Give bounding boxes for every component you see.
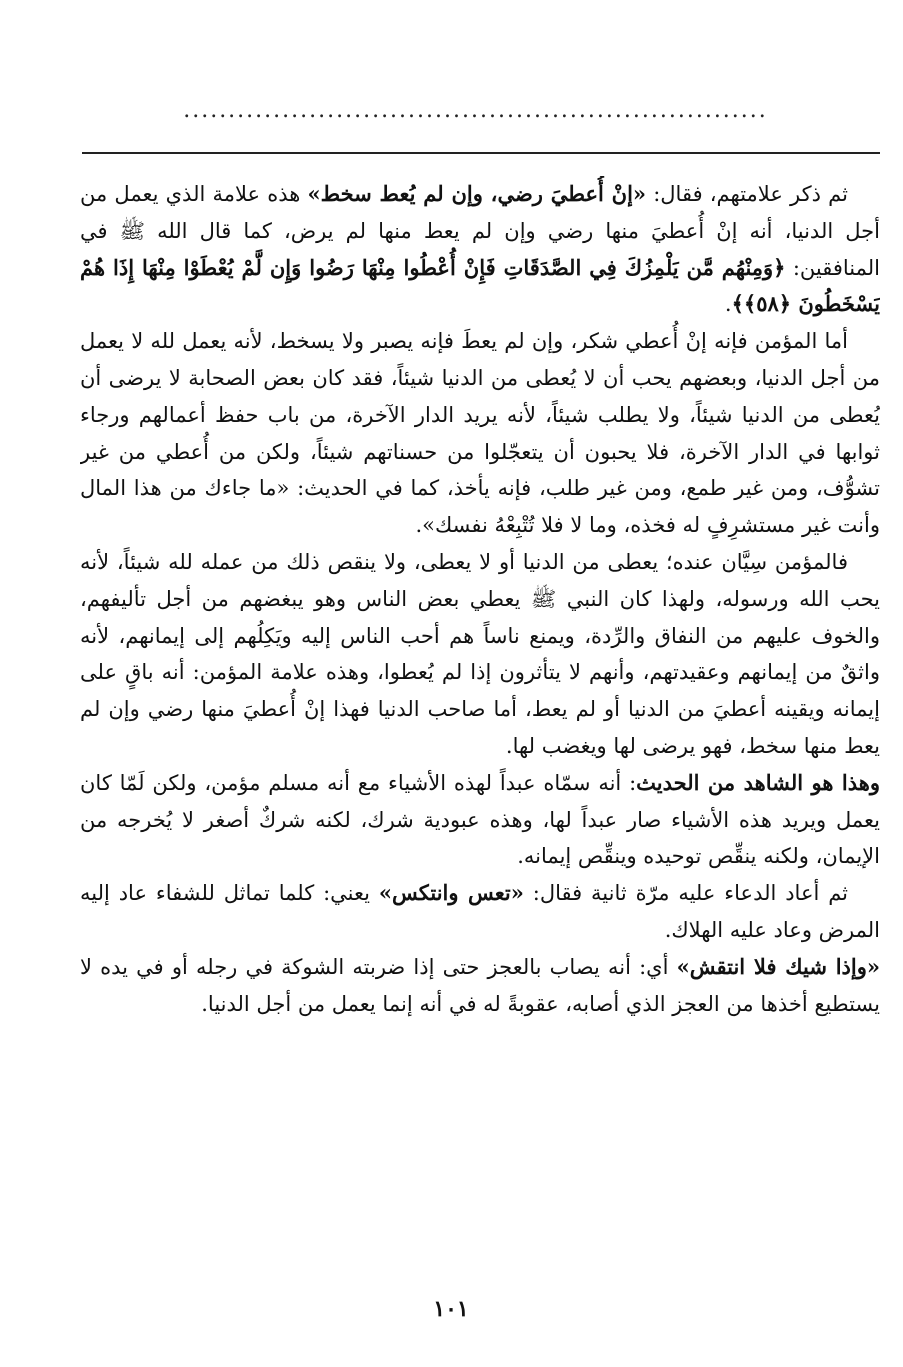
paragraph-3: فالمؤمن سِيَّان عنده؛ يعطى من الدنيا أو لا يعطى، ولا ينقص ذلك من عمله لله شيئاً، لأنه يحب الله ورسوله، ولهذا كان النبي ﷺ يعطي بعض الناس وهو يبغضهم من أجل تأليفهم، والخوف عليهم من النفاق والرِّدة، ويمنع ناساً هم أحب الناس إليه ويَكِلُهم إلى إيمانهم، لأنه واثقٌ من إيمانهم وعقيدتهم، وأنهم لا يتأثرون إذا لم يُعطوا، وهذه علامة المؤمن: أنه باقٍ على إيمانه ويقينه أعطيَ من الدنيا أو لم يعط، أما صاحب الدنيا فهذا إنْ أُعطيَ منها رضي وإن لم يعط منها سخط، فهو يرضى لها ويغضب لها.	[80, 549, 880, 758]
paragraph-5-after: يعني: كلما تماثل للشفاء عاد إليه المرض وعاد عليه الهلاك.	[80, 881, 880, 942]
paragraph-6-lead: «وإذا شيك فلا انتقش»	[676, 953, 880, 979]
paragraph-1-quran-verse: ﴿وَمِنْهُم مَّن يَلْمِزُكَ فِي الصَّدَقَاتِ فَإِنْ أُعْطُوا مِنْهَا رَضُوا وَإِن لَّمْ يُعْطَوْا مِنْهَا إِذَا هُمْ يَسْخَطُونَ ﴿٥٨﴾﴾	[80, 254, 880, 317]
paragraph-2: أما المؤمن فإنه إنْ أُعطي شكر، وإن لم يعطَ فإنه يصبر ولا يسخط، لأنه يعمل لله لا يعمل من أجل الدنيا، وبعضهم يحب أن لا يُعطى من الدنيا شيئاً، فقد كان بعض الصحابة لا يرضى أن يُعطى من الدنيا شيئاً، ولا يطلب شيئاً، لأنه يريد الدار الآخرة، من باب حفظ أعمالهم ورجاء ثوابها في الدار الآخرة، فلا يحبون أن يتعجّلوا من حسناتهم شيئاً، ولكن من أُعطي من غير تشوُّف، ومن غير طمع، ومن غير طلب، فإنه يأخذ، كما في الحديث: «ما جاءك من هذا المال وأنت غير مستشرِفٍ له فخذه، وما لا فلا تُتْبِعْهُ نفسك».	[80, 329, 880, 538]
header-rule	[82, 152, 880, 154]
paragraph-5-hadith-quote: «تعس وانتكس»	[378, 880, 524, 906]
paragraph-6	[80, 949, 880, 1023]
page-number: ١٠١	[433, 1296, 469, 1322]
paragraph-5-before: ثم أعاد الدعاء عليه مرّة ثانية فقال:	[523, 881, 849, 906]
paragraph-6-text: أي: أنه يصاب بالعجز حتى إذا ضربته الشوكة في رجله أو في يده لا يستطيع أخذها من العجز الذي أصابه، عقوبةً له في أنه إنما يعمل من أجل الدنيا.	[80, 954, 880, 1016]
paragraph-4-text: : أنه سمّاه عبداً لهذه الأشياء مع أنه مسلم مؤمن، ولكن لَمّا كان يعمل ويريد هذه الأشياء صار عبداً لها، وهذه عبودية شرك، لكنه شركٌ أصغر لا يُخرجه من الإيمان، ولكنه ينقِّص توحيده وينقِّص إيمانه.	[80, 770, 880, 869]
paragraph-1-before: ثم ذكر علامتهم، فقال:	[646, 182, 848, 206]
paragraph-1-end: .	[724, 292, 732, 317]
header-dotted-line: .................................................................	[183, 98, 768, 123]
paragraph-1-hadith-quote: «إنْ أُعطيَ رضي، وإن لم يُعط سخط»	[307, 181, 647, 206]
body-text	[80, 176, 880, 1256]
paragraph-1	[80, 176, 880, 323]
paragraph-4	[80, 765, 880, 875]
paragraph-5	[80, 875, 880, 949]
paragraph-1-after: هذه علامة الذي يعمل من أجل الدنيا، أنه إنْ أُعطيَ منها رضي وإن لم يعط منها لم يرض، كما قال الله ﷺ في المنافقين:	[80, 182, 880, 280]
paragraph-4-lead: وهذا هو الشاهد من الحديث	[636, 769, 880, 795]
